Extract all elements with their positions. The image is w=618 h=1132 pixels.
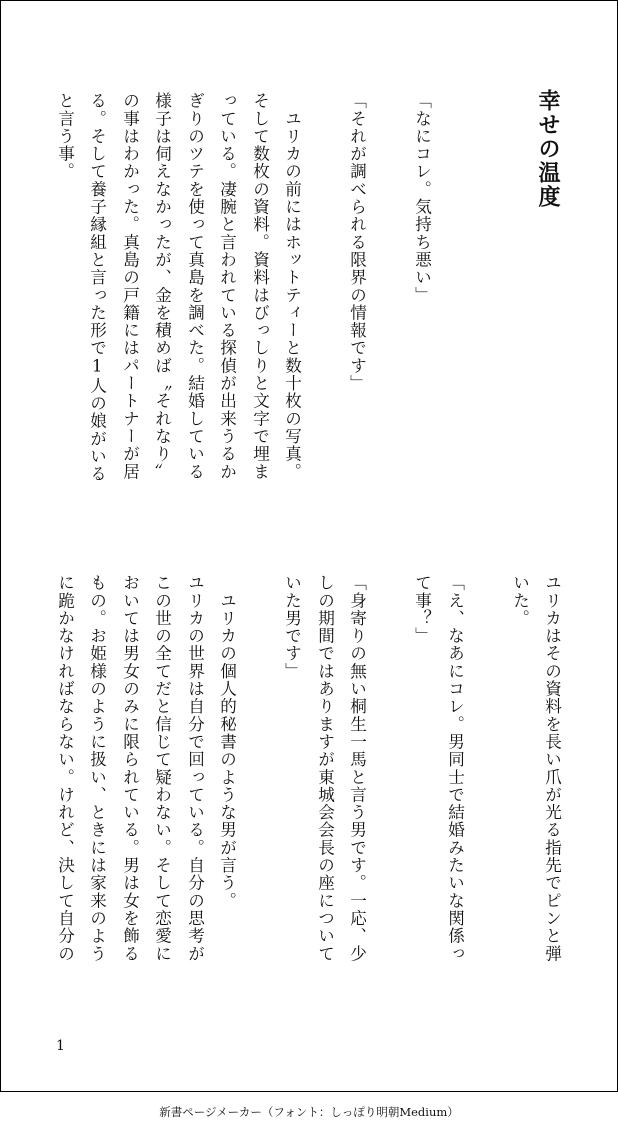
text-column: いた。 — [510, 574, 530, 627]
text-column: っている。凄腕と言われている探偵が出来うるか — [217, 92, 237, 481]
text-column: おいては男女のみに限られている。男は女を飾る — [120, 574, 140, 963]
text-column: て事？」 — [412, 574, 432, 645]
text-column: ぎりのツテを使って真島を調べた。結婚している — [185, 92, 205, 481]
text-column: 「え、なあにコレ。男同士で結婚みたいな関係っ — [445, 574, 465, 963]
text-column: 様子は伺えなかったが、金を積めば〝それなり〟 — [152, 92, 172, 481]
text-column: 「身寄りの無い桐生一馬と言う男です。一応、少 — [347, 574, 367, 963]
text-column: もの。お姫様のように扱い、ときには家来のよう — [87, 574, 107, 963]
text-column: ユリカの個人的秘書のような男が言う。 — [217, 574, 237, 910]
chapter-title: 幸せの温度 — [535, 89, 561, 209]
text-column: と言う事。 — [55, 92, 75, 181]
text-column: に跪かなければならない。けれど、決して自分の — [55, 574, 75, 963]
text-column: ユリカはその資料を長い爪が光る指先でピンと弾 — [542, 574, 562, 963]
page-number: 1 — [56, 1038, 65, 1054]
text-column: この世の全てだと信じて疑わない。そして恋愛に — [152, 574, 172, 963]
text-column: ユリカの世界は自分で回っている。自分の思考が — [185, 574, 205, 963]
text-column: の事はわかった。真島の戸籍にはパートナーが居 — [120, 92, 140, 481]
text-column: 「それが調べられる限界の情報です」 — [347, 92, 367, 393]
text-column: る。そして養子縁組と言った形で1人の娘がいる — [87, 92, 107, 483]
text-column: ユリカの前にはホットティーと数十枚の写真。 — [282, 92, 302, 481]
text-column: 「なにコレ。気持ち悪い」 — [412, 92, 432, 304]
text-column: そして数枚の資料。資料はびっしりと文字で埋ま — [250, 92, 270, 481]
footer-credit: 新書ページメーカー（フォント：しっぽり明朝Medium） — [159, 1105, 459, 1119]
text-column: いた男です」 — [282, 574, 302, 680]
text-column: しの期間ではありますが東城会会長の座について — [315, 574, 335, 963]
